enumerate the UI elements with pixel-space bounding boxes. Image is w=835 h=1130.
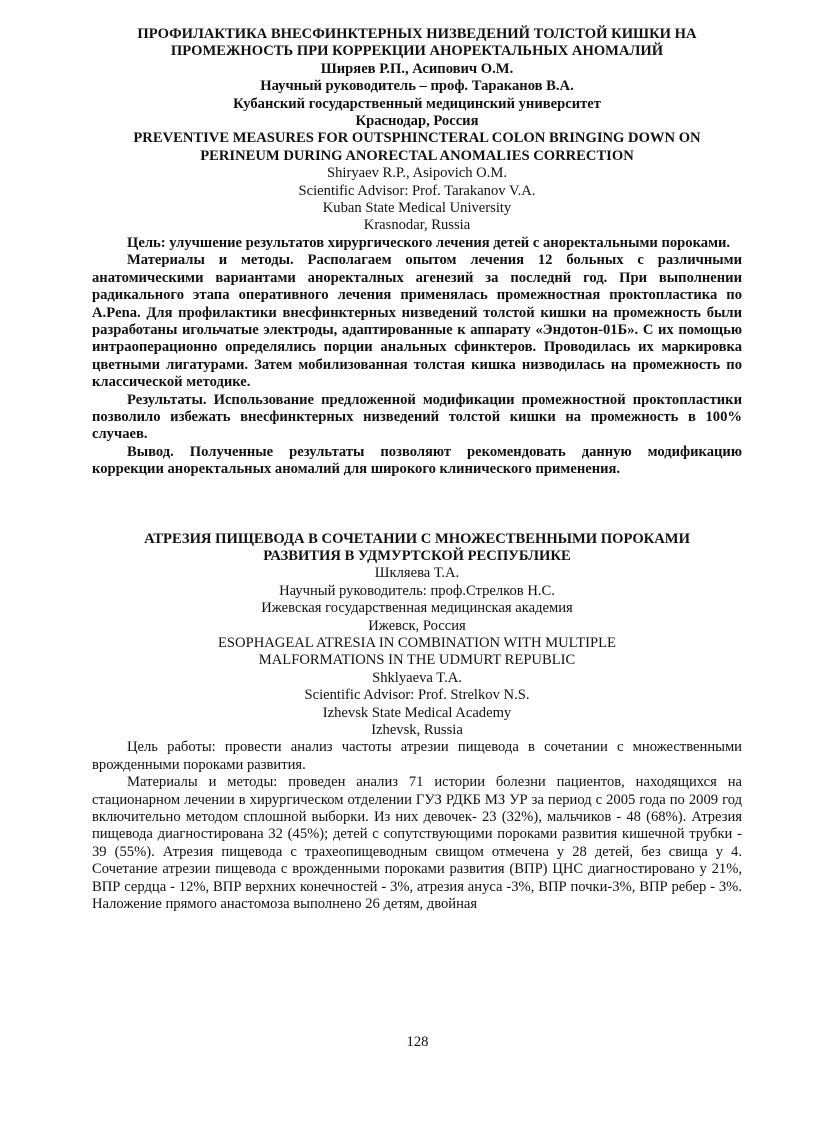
- article-2-authors-en: Shklyaeva T.A.: [372, 669, 462, 686]
- article-1-paragraph: Вывод. Полученные результаты позволяют рекомендовать данную модификацию коррекции аноректальных аномалий для широкого клинического применения.: [92, 443, 742, 478]
- page-number: 128: [406, 1034, 429, 1050]
- article-1-authors-ru: Ширяев Р.П., Асипович О.М.: [320, 60, 514, 77]
- article-1-advisor-en: Scientific Advisor: Prof. Tarakanov V.A.: [298, 182, 536, 199]
- article-1-title-en: PREVENTIVE MEASURES FOR OUTSPHINCTERAL COLON BRINGING DOWN ON PERINEUM DURING ANORECTAL ANOMALIES CORRECTION: [133, 130, 701, 164]
- section-gap: [92, 479, 742, 531]
- article-1-institution-en: Kuban State Medical University: [322, 200, 512, 217]
- article-1-title-ru: ПРОФИЛАКТИКА ВНЕСФИНКТЕРНЫХ НИЗВЕДЕНИЙ ТОЛСТОЙ КИШКИ НА ПРОМЕЖНОСТЬ ПРИ КОРРЕКЦИИ АНОРЕКТАЛЬНЫХ АНОМАЛИЙ: [137, 26, 697, 60]
- article-1-paragraph: Результаты. Использование предложенной модификации промежностной проктопластики позволило избежать внесфинктерных низведений толстой кишки на промежность в 100% случаев.: [92, 391, 742, 443]
- article-2-title-ru-line-2: РАЗВИТИЯ В УДМУРТСКОЙ РЕСПУБЛИКЕ: [263, 547, 571, 564]
- article-2-title-en-line-2: MALFORMATIONS IN THE UDMURT REPUBLIC: [258, 652, 576, 669]
- article-2-paragraph: Материалы и методы: проведен анализ 71 истории болезни пациентов, находящихся на стационарном лечении в хирургическом отделении ГУЗ РДКБ МЗ УР за период с 2005 года по 2009 год включительно методом сплошной выборки. Из них девочек- 23 (32%), мальчиков - 48 (68%). Атрезия пищевода диагностирована 32 (45%); детей с сопутствующими пороками развития кишечной трубки - 39 (55%). Атрезия пищевода с трахеопищеводным свищом отмечена у 28 детей, без свища у 4. Сочетание атрезии пищевода с врожденными пороками развития (ВПР) ЦНС диагностировано у 21%, ВПР сердца - 12%, ВПР верхних конечностей - 3%, атрезия ануса -3%, ВПР почки-3%, ВПР ребер - 3%. Наложение прямого анастомоза выполнено 26 детям, двойная: [92, 774, 742, 913]
- article-1-authors-en: Shiryaev R.P., Asipovich O.M.: [327, 165, 507, 182]
- article-2-authors-ru: Шкляева Т.А.: [374, 565, 460, 582]
- article-1-city-en: Krasnodar, Russia: [363, 217, 471, 234]
- article-1-city-ru: Краснодар, Россия: [355, 113, 479, 130]
- article-2-institution-en: Izhevsk State Medical Academy: [322, 704, 512, 721]
- article-2-city-en: Izhevsk, Russia: [371, 722, 463, 739]
- article-2: [92, 531, 742, 914]
- article-1-advisor-ru: Научный руководитель – проф. Тараканов В.А.: [260, 78, 574, 95]
- article-1-institution-ru: Кубанский государственный медицинский университет: [233, 95, 601, 112]
- article-2-institution-ru: Ижевская государственная медицинская академия: [261, 600, 573, 617]
- article-2-paragraph: Цель работы: провести анализ частоты атрезии пищевода в сочетании с множественными врожденными пороками развития.: [92, 739, 742, 773]
- article-1-paragraph: Материалы и методы. Располагаем опытом лечения 12 больных с различными анатомическими вариантами аноректалных агенезий за последнй год. При выполнении радикального этапа оперативного лечения применялась промежностная проктопластика по A.Pena. Для профилактики внесфинктерных низведений толстой кишки на промежность были разработаны игольчатые электроды, адаптированные к аппарату «Эндотон-01Б». С их помощью интраоперационно определялись порции анальных сфинктеров. Проводилась их маркировка цветными лигатурами. Затем мобилизованная толстая кишка низводилась на промежность по классической методике.: [92, 252, 742, 391]
- article-1: [92, 26, 742, 479]
- article-2-title-ru-line-1: АТРЕЗИЯ ПИЩЕВОДА В СОЧЕТАНИИ С МНОЖЕСТВЕННЫМИ ПОРОКАМИ: [144, 530, 690, 547]
- article-2-city-ru: Ижевск, Россия: [368, 617, 466, 634]
- article-2-advisor-ru: Научный руководитель: проф.Стрелков Н.С.: [279, 582, 555, 599]
- document-page: [92, 26, 742, 914]
- article-1-paragraph: Цель: улучшение результатов хирургического лечения детей с аноректальными пороками.: [127, 234, 731, 251]
- article-2-advisor-en: Scientific Advisor: Prof. Strelkov N.S.: [304, 687, 530, 704]
- article-2-title-en-line-1: ESOPHAGEAL ATRESIA IN COMBINATION WITH MULTIPLE: [218, 635, 616, 651]
